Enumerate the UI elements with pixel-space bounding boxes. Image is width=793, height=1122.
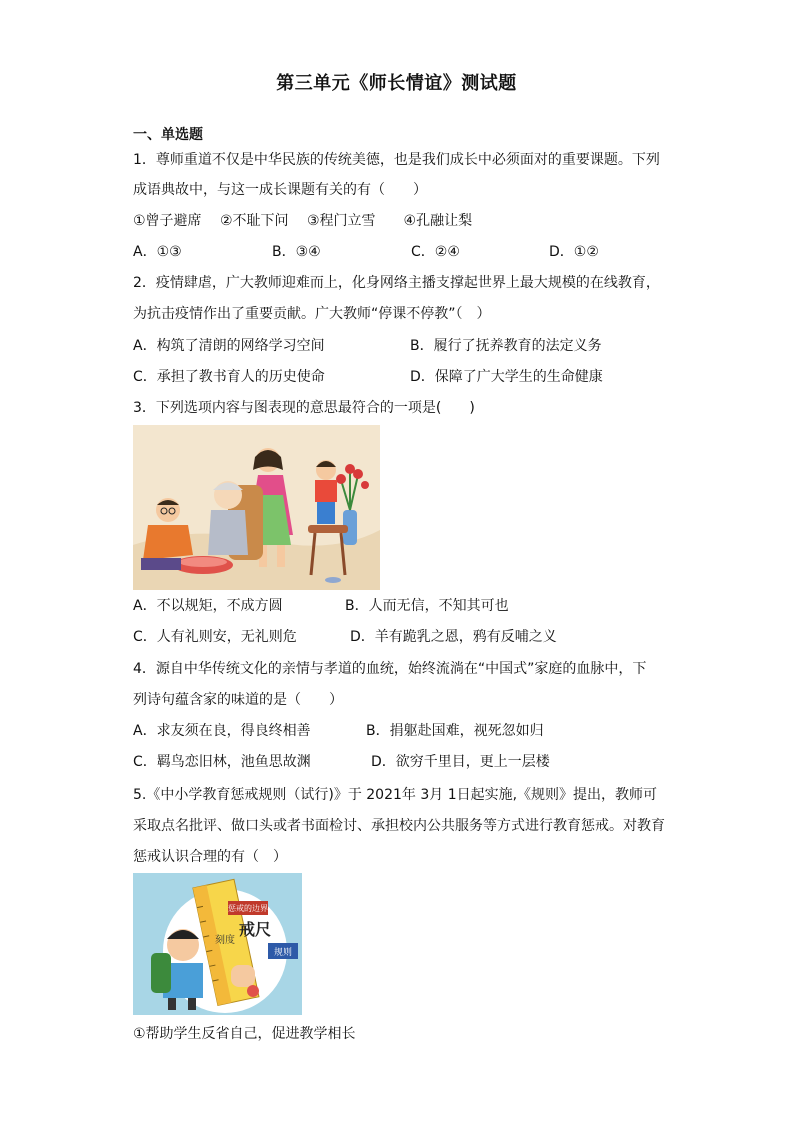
q2-option-c: C．承担了教书育人的历史使命	[133, 369, 325, 385]
q5-line-3: 惩戒认识合理的有（ ）	[133, 849, 287, 865]
q2-line-1: 2．疫情肆虐，广大教师迎难而上，化身网络主播支撑起世界上最大规模的在线教育，	[133, 275, 660, 291]
q5-line-2: 采取点名批评、做口头或者书面检讨、承担校内公共服务等方式进行教育惩戒。对教育	[133, 818, 665, 834]
ruler-tag-text: 规则	[273, 948, 293, 958]
page-title: 第三单元《师长情谊》测试题	[276, 73, 517, 94]
q1-line-1: 1．尊师重道不仅是中华民族的传统美德，也是我们成长中必须面对的重要课题。下列	[133, 152, 660, 168]
q4-option-d: D．欲穷千里目，更上一层楼	[371, 754, 550, 770]
q3-line-1: 3．下列选项内容与图表现的意思最符合的一项是( )	[133, 400, 475, 416]
q4-option-a: A．求友须在良，得良终相善	[133, 723, 311, 739]
section-heading: 一、单选题	[133, 127, 203, 143]
family-illustration	[133, 425, 380, 590]
ruler-side-text: 刻度	[215, 935, 235, 946]
q2-option-b: B．履行了抚养教育的法定义务	[410, 338, 602, 354]
q1-option-d: D．①②	[549, 244, 599, 260]
q4-line-1: 4．源自中华传统文化的亲情与孝道的血统，始终流淌在“中国式”家庭的血脉中，下	[133, 661, 647, 677]
q1-option-b: B．③④	[272, 244, 321, 260]
q2-line-2: 为抗击疫情作出了重要贡献。广大教师“停课不停教”（ ）	[133, 306, 491, 322]
q3-option-d: D．羊有跪乳之恩，鸦有反哺之义	[350, 629, 557, 645]
ruler-top-text: 惩戒的边界	[228, 904, 268, 913]
q4-line-2: 列诗句蕴含家的味道的是（ ）	[133, 692, 343, 708]
ruler-main-text: 戒尺	[238, 920, 272, 939]
q2-option-a: A．构筑了清朗的网络学习空间	[133, 338, 325, 354]
q1-option-a: A．①③	[133, 244, 182, 260]
q2-option-d: D．保障了广大学生的生命健康	[410, 369, 603, 385]
q1-option-c: C．②④	[411, 244, 460, 260]
q1-items: ①曾子避席 ②不耻下问 ③程门立雪 ④孔融让梨	[133, 213, 473, 229]
q1-line-2: 成语典故中，与这一成长课题有关的有（ ）	[133, 182, 427, 198]
q3-option-b: B．人而无信，不知其可也	[345, 598, 509, 614]
q4-option-c: C．羁鸟恋旧林，池鱼思故渊	[133, 754, 311, 770]
q5-item-1: ①帮助学生反省自己，促进教学相长	[133, 1026, 356, 1042]
q3-option-a: A．不以规矩，不成方圆	[133, 598, 283, 614]
q5-line-1: 5.《中小学教育惩戒规则（试行)》于 2021年 3月 1日起实施,《规则》提出，教师可	[133, 787, 658, 803]
q3-option-c: C．人有礼则安，无礼则危	[133, 629, 297, 645]
ruler-illustration	[133, 873, 302, 1015]
q4-option-b: B．捐躯赴国难，视死忽如归	[366, 723, 544, 739]
